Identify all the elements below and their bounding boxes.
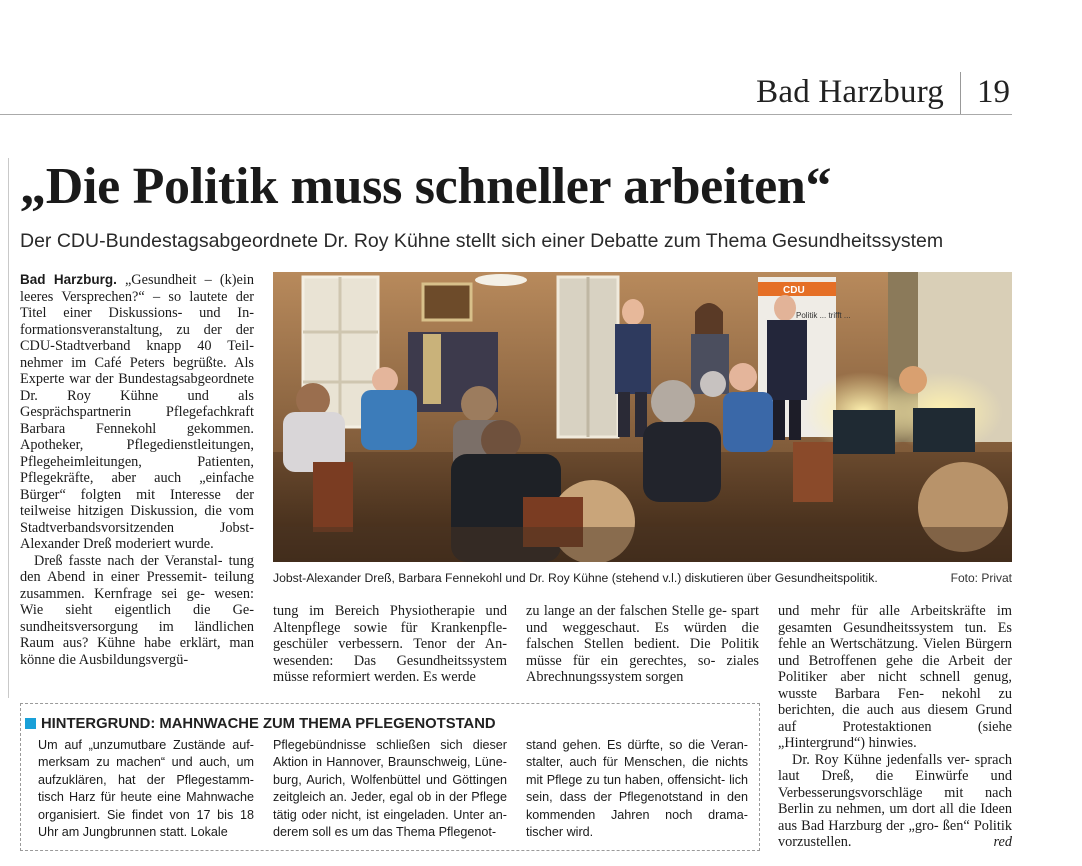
header-separator: [960, 72, 961, 114]
article-column-3: zu lange an der falschen Stelle ge- spart und weggeschaut. Es würden die falschen Stellen bedient. Die Politik müsse für ein gerechtes, so- ziales Abrechnungssystem sorgen: [526, 603, 759, 685]
article-column-2: tung im Bereich Physiotherapie und Altenpflege sowie für Krankenpfle- geschüler verbessern. Tenor der An- wesenden: Das Gesundheitssystem müsse reformiert werden. Es werde: [273, 603, 507, 685]
event-photo: [273, 272, 1012, 562]
author-signature: red: [993, 834, 1012, 850]
lead-text: „Gesundheit – (k)ein leeres Versprechen?“ – so lautete der Titel einer Diskussions- und Informationsveranstaltung, zu der der CDU-Stadtverband knapp 40 Teilnehmer im Café Peters begrüßte. Als Experte war der Bundestagsabgeordnete Dr. Roy Kühne und als Gesprächspartnerin Pflegefachkraft Barbara Fennekohl gekommen. Apotheker, Pflegedienstleitungen, Pflegeheimleitungen, Patienten, Pflegekräfte, aber auch „einfache Bürger“ folgten mit Interesse der teilweise hitzigen Diskussion, die vom Stadtverbandsvorsitzenden Jobst-Alexander Dreß moderiert wurde.: [20, 272, 254, 552]
header-rule: [0, 114, 1012, 115]
background-box-title-text: HINTERGRUND: MAHNWACHE ZUM THEMA PFLEGENOTSTAND: [41, 716, 496, 732]
background-box-title: [25, 716, 496, 732]
page-number: 19: [977, 74, 1010, 110]
photo-caption: Jobst-Alexander Dreß, Barbara Fennekohl und Dr. Roy Kühne (stehend v.l.) diskutieren über Gesundheitspolitik.: [273, 571, 878, 585]
paragraph: und mehr für alle Arbeitskräfte im gesamten Gesundheitssystem tun. Es fehle an Wertschätzung. Vielen Bürgern und Betroffenen gehe die Arbeit der Politiker aber nicht schnell genug, wusste Barbara Fen- nekohl zu berichten, die auch aus diesem Grund auf Protestaktionen (siehe „Hintergrund“) hinwies.: [778, 603, 1012, 751]
lead-paragraph: [20, 272, 254, 553]
headline: „Die Politik muss schneller arbeiten“: [20, 158, 832, 215]
column-rule: [8, 158, 9, 698]
background-box-column-3: stand gehen. Es dürfte, so die Veran- stalter, auch für Menschen, die nichts mit Pflege zu tun haben, offensicht- lich sein, dass der Pflegenotstand in den kommenden Jahren noch drama- tischer wird.: [526, 738, 748, 840]
background-box-column-2: Pflegebündnisse schließen sich dieser Aktion in Hannover, Braunschweig, Lüne- burg, Aurich, Wolfenbüttel und Göttingen zeitgleich an. Jeder, egal ob in der Pflege tätig oder nicht, ist eingeladen. Unter an- derem soll es um das Thema Pflegenot-: [273, 738, 507, 840]
event-photo-image: [273, 272, 1012, 562]
banner-text: CDU: [783, 285, 805, 296]
closing-text: Dr. Roy Kühne jedenfalls ver- sprach laut Dreß, die Einwürfe und Verbesserungsvorschläge mit nach Berlin zu nehmen, um dort all die Ideen aus Bad Harzburg der „gro- ßen“ Politik vorzustellen.: [778, 751, 1012, 850]
subheadline: Der CDU-Bundestagsabgeordnete Dr. Roy Kühne stellt sich einer Debatte zum Thema Gesundheitssystem: [20, 230, 944, 252]
background-box-column-1: Um auf „unzumutbare Zustände auf- merksam zu machen“ und auch, um aufzuklären, hat der Pflegestamm- tisch Harz für heute eine Mahnwache organisiert. Sie findet von 17 bis 18 Uhr am Jungbrunnen statt. Lokale: [38, 738, 254, 840]
dateline: Bad Harzburg.: [20, 272, 117, 287]
section-title: Bad Harzburg: [756, 74, 944, 110]
photo-credit: Foto: Privat: [950, 571, 1012, 585]
closing-paragraph: [778, 752, 1012, 851]
article-column-4: [778, 603, 1012, 851]
article-column-1: [20, 272, 254, 668]
banner-subtext: Politik ... trifft ...: [796, 311, 851, 320]
paragraph: Dreß fasste nach der Veranstal- tung den Abend in einer Pressemit- teilung zusammen. Kernfrage sei ge- wesen: Wie sieht eigentlich die Ge- sundheitsversorgung im ländlichen Raum aus? Kühne habe erklärt, man könne die Ausbildungsvergü-: [20, 552, 254, 668]
